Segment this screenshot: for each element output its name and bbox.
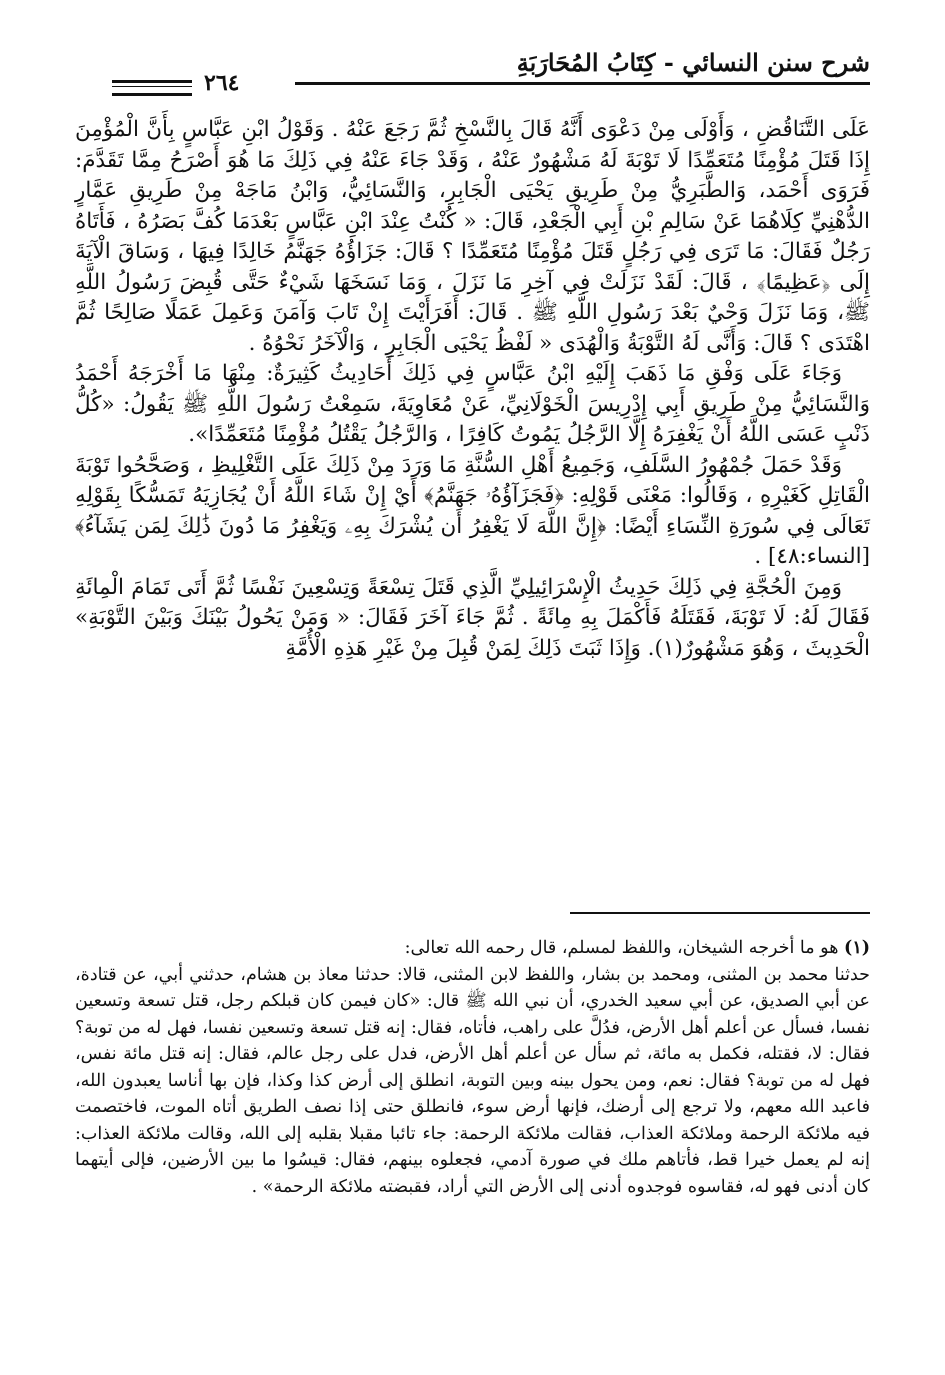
page-number: ٢٦٤ bbox=[204, 70, 240, 96]
page-number-rule bbox=[112, 80, 192, 96]
paragraph-4: وَمِنَ الْحُجَّةِ فِي ذَلِكَ حَدِيثُ الْإِسْرَائِيلِيِّ الَّذِي قَتَلَ تِسْعَةً وَتِسْعِينَ نَفْسًا ثُمَّ أَتَى تَمَامَ الْمِائَةِ فَقَالَ لَهُ: لَا تَوْبَةَ، فَقَتَلَهُ فَأَكْمَلَ بِهِ مِائَةً . ثُمَّ جَاءَ آخَرَ فَقَالَ: « وَمَنْ يَحُولُ بَيْنَكَ وَبَيْنَ التَّوْبَةِ» الْحَدِيثَ ، وَهُوَ مَشْهُورٌ(١). وَإِذَا ثَبَتَ ذَلِكَ لِمَنْ قُبِلَ مِنْ غَيْرِ هَذِهِ الْأُمَّةِ bbox=[75, 574, 870, 661]
paragraph-2: وَجَاءَ عَلَى وَفْقِ مَا ذَهَبَ إِلَيْهِ ابْنُ عَبَّاسٍ فِي ذَلِكَ أَحَادِيثُ كَثِيرَةٌ: مِنْهَا مَا أَخْرَجَهُ أَحْمَدُ وَالنَّسَائِيُّ مِنْ طَرِيقِ أَبِي إِدْرِيسَ الْخَوْلَانِيِّ، عَنْ مُعَاوِيَةَ، سَمِعْتُ رَسُولَ اللَّهِ ﷺ يَقُولُ: «كُلُّ ذَنْبٍ عَسَى اللَّهُ أَنْ يَغْفِرَهُ إِلَّا الرَّجُلُ يَمُوتُ كَافِرًا ، وَالرَّجُلُ يَقْتُلُ مُؤْمِنًا مُتَعَمِّدًا». bbox=[75, 361, 870, 447]
footnote-line: هو ما أخرجه الشيخان، واللفظ لمسلم، قال رحمه الله تعالى: bbox=[404, 938, 839, 958]
paragraph-1: عَلَى التَّنَاقُضِ ، وَأَوْلَى مِنْ دَعْوَى أَنَّهُ قَالَ بِالنَّسْخِ ثُمَّ رَجَعَ عَنْهُ . وَقَوْلُ ابْنِ عَبَّاسٍ بِأَنَّ الْمُؤْمِنَ إِذَا قَتَلَ مُؤْمِنًا مُتَعَمِّدًا لَا تَوْبَةَ لَهُ مَشْهُورٌ عَنْهُ ، وَقَدْ جَاءَ عَنْهُ فِي ذَلِكَ مَا هُوَ أَصْرَحُ مِمَّا تَقَدَّمَ: فَرَوَى أَحْمَد، وَالطَّبَرِيُّ مِنْ طَرِيقِ يَحْيَى الْجَابِرِ، وَالنَّسَائِيُّ، وَابْنُ مَاجَهْ مِنْ طَرِيقِ عَمَّارٍ الدُّهْنِيِّ كِلَاهُمَا عَنْ سَالِمِ بْنِ أَبِي الْجَعْدِ، قَالَ: « كُنْتُ عِنْدَ ابْنِ عَبَّاسٍ بَعْدَمَا كُفَّ بَصَرُهُ ، فَأَتَاهُ رَجُلٌ فَقَالَ: مَا تَرَى فِي رَجُلٍ قَتَلَ مُؤْمِنًا مُتَعَمِّدًا ؟ قَالَ: جَزَاؤُهُ جَهَنَّمُ خَالِدًا فِيهَا ، وَسَاقَ الْآيَةَ إِلَى ﴿عَظِيمًا﴾ ، قَالَ: لَقَدْ نَزَلَتْ فِي آخِرِ مَا نَزَلَ ، وَمَا نَسَخَهَا شَيْءٌ حَتَّى قُبِضَ رَسُولُ اللَّهِ ﷺ، وَمَا نَزَلَ وَحْيٌ بَعْدَ رَسُولِ اللَّهِ ﷺ . قَالَ: أَفَرَأَيْتَ إِنْ تَابَ وَآمَنَ وَعَمِلَ عَمَلًا صَالِحًا ثُمَّ اهْتَدَى ؟ قَالَ: وَأَنَّى لَهُ التَّوْبَةُ وَالْهُدَى « لَفْظُ يَحْيَى الْجَابِرِ ، وَالْآخَرُ نَحْوُهُ . bbox=[75, 117, 870, 356]
footnote-number: (١) bbox=[844, 938, 870, 958]
footnotes bbox=[75, 935, 870, 1200]
footnote-intro bbox=[75, 935, 870, 962]
footnote-body: حدثنا محمد بن المثنى، ومحمد بن بشار، واللفظ لابن المثنى، قالا: حدثنا معاذ بن هشام، حدثني أبي، عن قتادة، عن أبي الصديق، عن أبي سعيد الخدري، أن نبي الله ﷺ قال: «كان فيمن كان قبلكم رجل، قتل تسعة وتسعين نفسا، فسأل عن أعلم أهل الأرض، فدُلَّ على راهب، فأتاه، فقال: إنه قتل تسعة وتسعين نفسا، فهل له من توبة؟ فقال: لا، فقتله، فكمل به مائة، ثم سأل عن أعلم أهل الأرض، فدل على رجل عالم، فقال: إنه قتل مائة نفس، فهل له من توبة؟ فقال: نعم، ومن يحول بينه وبين التوبة، انطلق إلى أرض كذا وكذا، فإن بها أناسا يعبدون الله، فاعبد الله معهم، ولا ترجع إلى أرضك، فإنها أرض سوء، فانطلق حتى إذا نصف الطريق أتاه الموت، فاختصمت فيه ملائكة الرحمة وملائكة العذاب، فقالت ملائكة الرحمة: جاء تائبا مقبلا بقلبه إلى الله، وقالت ملائكة العذاب: إنه لم يعمل خيرا قط، فأتاهم ملك في صورة آدمي، فجعلوه بينهم، فقال: قيسُوا ما بين الأرضين، فإلى أيتهما كان أدنى فهو له، فقاسوه فوجدوه أدنى إلى الأرض التي أراد، فقبضته ملائكة الرحمة» . bbox=[75, 964, 870, 1197]
paragraph-3: وَقَدْ حَمَلَ جُمْهُورُ السَّلَفِ، وَجَمِيعُ أَهْلِ السُّنَّةِ مَا وَرَدَ مِنْ ذَلِكَ عَلَى التَّغْلِيظِ ، وَصَحَّحُوا تَوْبَةَ الْقَاتِلِ كَغَيْرِهِ ، وَقَالُوا: مَعْنَى قَوْلِهِ: ﴿فَجَزَآؤُهُۥ جَهَنَّمُ﴾ أَيْ إِنْ شَاءَ اللَّهُ أَنْ يُجَازِيَهُ تَمَسُّكًا بِقَوْلِهِ تَعَالَى فِي سُورَةِ النِّسَاءِ أَيْضًا: ﴿إِنَّ اللَّهَ لَا يَغْفِرُ أَن يُشْرَكَ بِهِۦ وَيَغْفِرُ مَا دُونَ ذَٰلِكَ لِمَن يَشَآءُ﴾ [النساء:٤٨] . bbox=[75, 452, 870, 569]
main-text bbox=[75, 115, 870, 664]
running-title: شرح سنن النسائي - كِتَابُ المُحَارَبَةِ bbox=[516, 48, 870, 77]
footnote-separator bbox=[570, 912, 870, 914]
page-header bbox=[112, 48, 870, 98]
header-rule bbox=[295, 82, 870, 85]
